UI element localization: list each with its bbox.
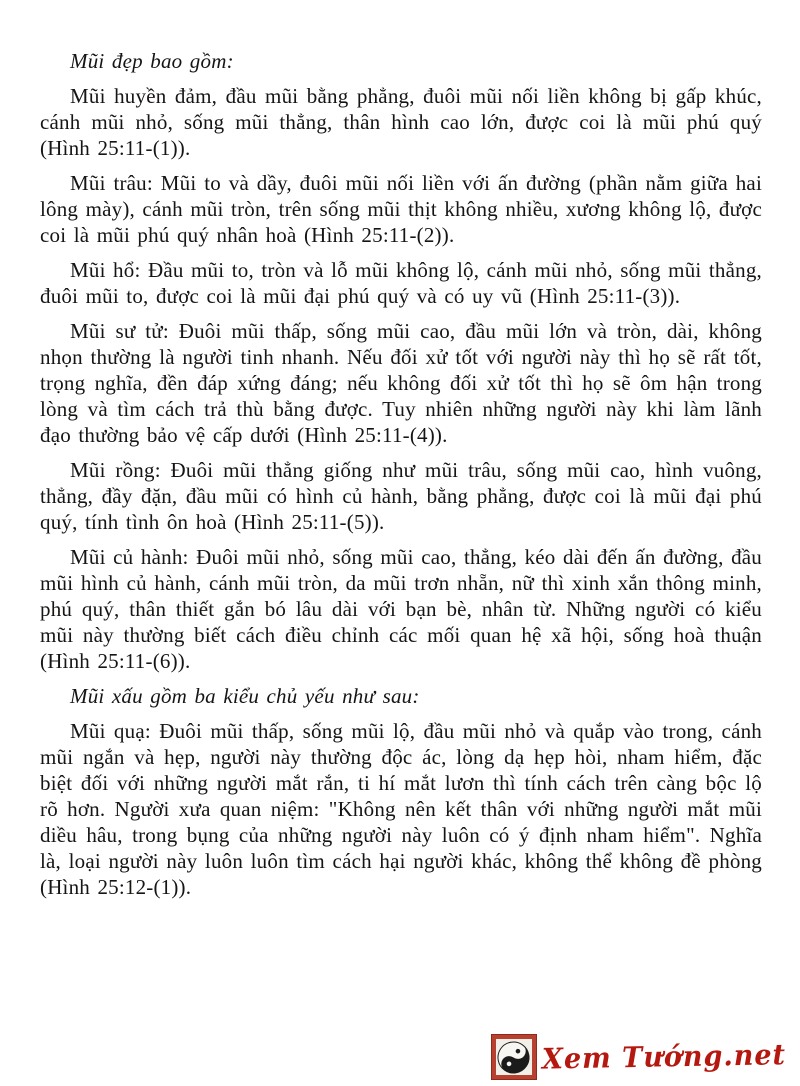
paragraph-buffalo-nose: Mũi trâu: Mũi to và dầy, đuôi mũi nối liền với ấn đường (phần nằm giữa hai lông mày), cánh mũi tròn, trên sống mũi thịt không nhiều, xương không lộ, được coi là mũi phú quý nhân hoà (Hình 25:11-(2)). bbox=[40, 171, 762, 247]
paragraph-lion-nose: Mũi sư tử: Đuôi mũi thấp, sống mũi cao, đầu mũi lớn và tròn, dài, không nhọn thường là người tinh nhanh. Nếu đối xử tốt với người này thì họ sẽ rất tốt, trọng nghĩa, đền đáp xứng đáng; nếu không đối xử tốt thì họ sẽ ôm hận trong lòng và tìm cách trả thù bằng được. Tuy nhiên những người này khi làm lãnh đạo thường bảo vệ cấp dưới (Hình 25:11-(4)). bbox=[40, 319, 762, 447]
watermark-frame bbox=[491, 1034, 537, 1080]
paragraph-tiger-nose: Mũi hổ: Đầu mũi to, tròn và lỗ mũi không lộ, cánh mũi nhỏ, sống mũi thẳng, đuôi mũi to, được coi là mũi đại phú quý và có uy vũ (Hình 25:11-(3)). bbox=[40, 258, 762, 308]
book-page bbox=[40, 48, 762, 900]
section-heading-good-noses: Mũi đẹp bao gồm: bbox=[70, 49, 234, 73]
yin-yang-icon bbox=[497, 1041, 530, 1074]
paragraph-crow-nose: Mũi quạ: Đuôi mũi thấp, sống mũi lộ, đầu mũi nhỏ và quắp vào trong, cánh mũi ngắn và hẹp, người này thường độc ác, lòng dạ hẹp hòi, nham hiểm, đặc biệt đối với những người mắt rắn, ti hí mắt lươn thì tính cách trên càng bộc lộ rõ hơn. Người xưa quan niệm: "Không nên kết thân với những người mắt mũi diều hâu, trong bụng của những người này luôn có ý định nham hiểm". Nghĩa là, loại người này luôn luôn tìm cách hại người khác, không thể không đề phòng (Hình 25:12-(1)). bbox=[40, 719, 762, 899]
section-heading-bad-noses: Mũi xấu gồm ba kiểu chủ yếu như sau: bbox=[70, 684, 420, 708]
paragraph-huyen-dam-nose: Mũi huyền đảm, đầu mũi bằng phẳng, đuôi mũi nối liền không bị gấp khúc, cánh mũi nhỏ, sống mũi thẳng, thân hình cao lớn, được coi là mũi phú quý (Hình 25:11-(1)). bbox=[40, 84, 762, 160]
paragraph-dragon-nose: Mũi rồng: Đuôi mũi thẳng giống như mũi trâu, sống mũi cao, hình vuông, thẳng, đầy đặn, đầu mũi có hình củ hành, bằng phẳng, được coi là mũi đại phú quý, tính tình ôn hoà (Hình 25:11-(5)). bbox=[40, 458, 762, 534]
paragraph-onion-bulb-nose: Mũi củ hành: Đuôi mũi nhỏ, sống mũi cao, thẳng, kéo dài đến ấn đường, đầu mũi hình củ hành, cánh mũi tròn, da mũi trơn nhẵn, nữ thì xinh xắn thông minh, phú quý, thân thiết gắn bó lâu dài với bạn bè, nhân từ. Những người có kiểu mũi này thường biết cách điều chỉnh các mối quan hệ xã hội, sống hoà thuận (Hình 25:11-(6)). bbox=[40, 545, 762, 673]
watermark bbox=[491, 1034, 786, 1080]
watermark-site-name: Xem Tướng.net bbox=[541, 1038, 787, 1076]
